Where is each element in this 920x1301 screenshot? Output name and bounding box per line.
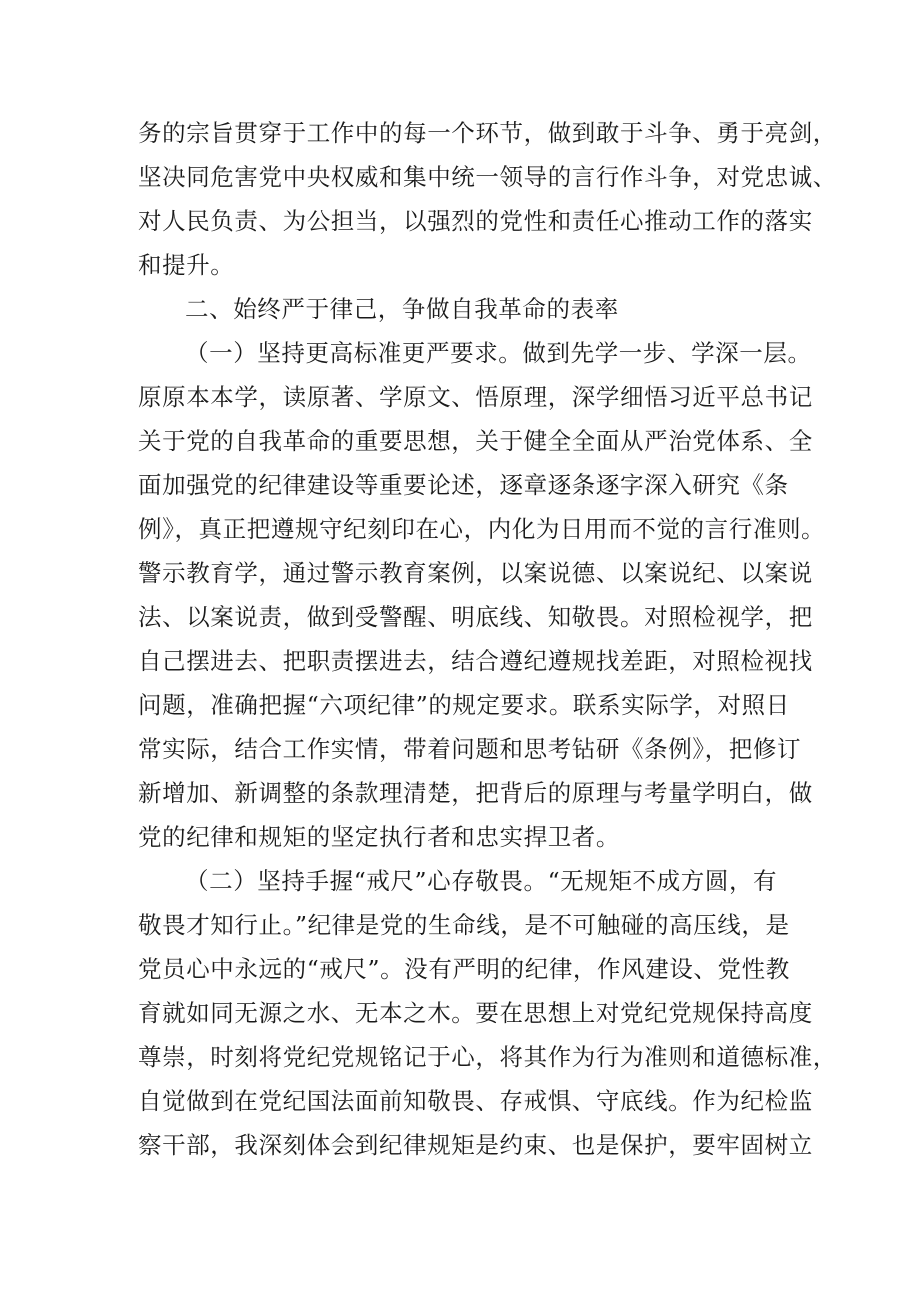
paragraph-line: 对人民负责、为公担当，以强烈的党性和责任心推动工作的落实 — [138, 207, 813, 235]
paragraph-line: 警示教育学，通过警示教育案例，以案说德、以案说纪、以案说 — [138, 559, 813, 587]
paragraph-line: 自觉做到在党纪国法面前知敬畏、存戒惧、守底线。作为纪检监 — [138, 1087, 813, 1115]
paragraph-line: 关于党的自我革命的重要思想，关于健全全面从严治党体系、全 — [138, 427, 813, 455]
paragraph-line: 尊崇，时刻将党纪党规铭记于心，将其作为行为准则和道德标准， — [138, 1043, 837, 1071]
paragraph-line: 常实际，结合工作实情，带着问题和思考钻研《条例》，把修订 — [138, 735, 802, 763]
paragraph-line: 例》，真正把遵规守纪刻印在心，内化为日用而不觉的言行准则。 — [138, 515, 826, 543]
paragraph-line: 坚决同危害党中央权威和集中统一领导的言行作斗争，对党忠诚、 — [138, 163, 837, 191]
paragraph-line: 原原本本学，读原著、学原文、悟原理，深学细悟习近平总书记 — [138, 383, 813, 411]
section-heading: 二、始终严于律己，争做自我革命的表率 — [185, 295, 619, 323]
paragraph-line: 法、以案说责，做到受警醒、明底线、知敬畏。对照检视学，把 — [138, 603, 813, 631]
paragraph-line: 问题，准确把握“六项纪律”的规定要求。联系实际学，对照日 — [138, 691, 790, 719]
paragraph-line: 自己摆进去、把职责摆进去，结合遵纪遵规找差距，对照检视找 — [138, 647, 813, 675]
paragraph-line: 敬畏才知行止。”纪律是党的生命线，是不可触碰的高压线，是 — [138, 911, 790, 939]
subsection-heading-line: （一）坚持更高标准更严要求。做到先学一步、学深一层。 — [185, 339, 812, 367]
paragraph-line: 育就如同无源之水、无本之木。要在思想上对党纪党规保持高度 — [138, 999, 813, 1027]
paragraph-line: 新增加、新调整的条款理清楚，把背后的原理与考量学明白，做 — [138, 779, 813, 807]
paragraph-line: 面加强党的纪律建设等重要论述，逐章逐条逐字深入研究《条 — [138, 471, 789, 499]
subsection-heading-line: （二）坚持手握“戒尺”心存敬畏。“无规矩不成方圆，有 — [185, 867, 778, 895]
paragraph-line: 和提升。 — [138, 251, 235, 279]
paragraph-line: 党的纪律和规矩的坚定执行者和忠实捍卫者。 — [138, 823, 620, 851]
paragraph-line: 务的宗旨贯穿于工作中的每一个环节，做到敢于斗争、勇于亮剑， — [138, 119, 837, 147]
paragraph-line: 察干部，我深刻体会到纪律规矩是约束、也是保护，要牢固树立 — [138, 1131, 813, 1159]
paragraph-line: 党员心中永远的“戒尺”。没有严明的纪律，作风建设、党性教 — [138, 955, 790, 983]
